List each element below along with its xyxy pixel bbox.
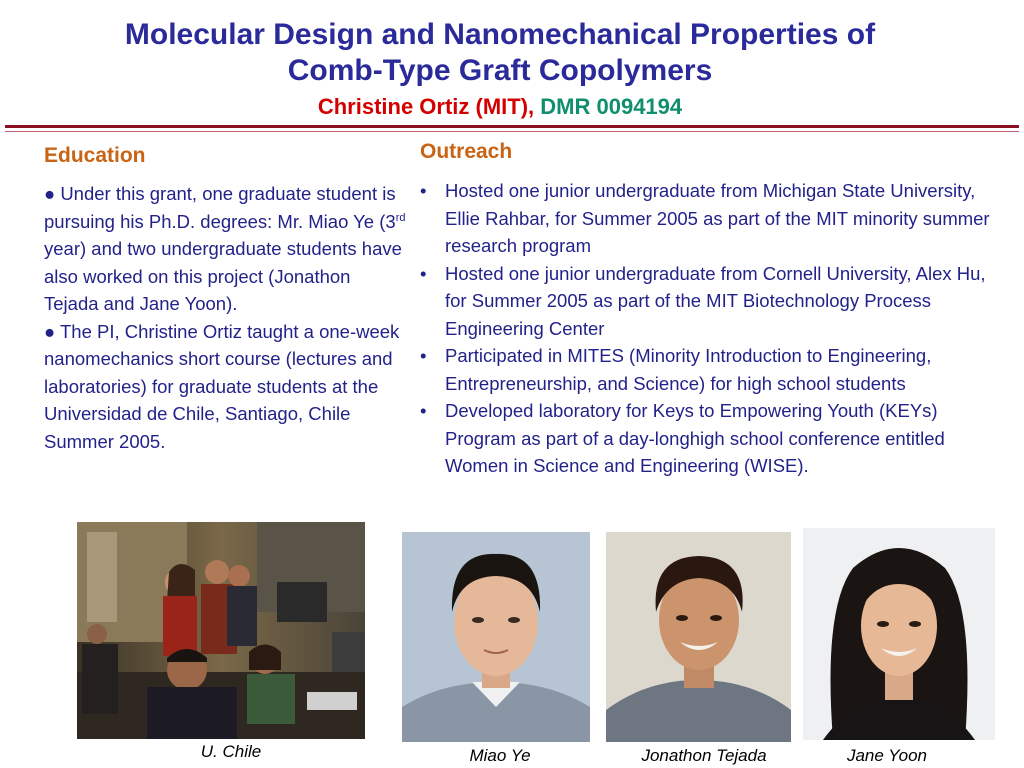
chile-photo-caption: U. Chile: [200, 742, 262, 761]
ordinal-suffix: rd: [395, 211, 406, 224]
miao-ye-photo: [402, 532, 590, 742]
education-heading: Education: [44, 144, 146, 167]
subtitle: [0, 94, 1000, 120]
outreach-item-text: Developed laboratory for Keys to Empowering Youth (KEYs) Program as part of a day-longhigh school conference entitled Women in Science and Engineering (WISE).: [445, 400, 945, 476]
education-paragraph-1-start: ● Under this grant, one graduate student is pursuing his Ph.D. degrees: Mr. Miao Ye (3: [44, 183, 396, 232]
title-divider-thin: [5, 131, 1019, 132]
education-text: [44, 180, 406, 455]
outreach-list: [420, 177, 1010, 480]
bullet: •: [420, 400, 427, 421]
bullet: •: [420, 262, 427, 284]
jonathon-tejada-photo: [606, 532, 791, 742]
bullet: •: [420, 345, 427, 366]
outreach-item: [420, 397, 1010, 480]
title-line-2: Comb-Type Graft Copolymers: [287, 54, 713, 87]
outreach-item-text: Participated in MITES (Minority Introduction to Engineering, Entrepreneurship, and Science) for high school students: [445, 345, 932, 394]
jane-yoon-caption: Jane Yoon: [846, 746, 928, 765]
chile-class-photo: [77, 522, 365, 739]
outreach-item: [420, 260, 1010, 343]
outreach-item: [420, 342, 1010, 397]
author-name: Christine Ortiz (MIT),: [317, 94, 535, 119]
title-line-1: Molecular Design and Nanomechanical Properties of: [124, 18, 876, 51]
education-paragraph-1-end: year) and two undergraduate students have also worked on this project (Jonathon Tejada and Jane Yoon).: [44, 238, 402, 314]
outreach-item: [420, 177, 1010, 260]
outreach-heading: Outreach: [420, 140, 513, 163]
jane-yoon-photo: [803, 528, 995, 740]
bullet: •: [420, 180, 427, 201]
miao-ye-caption: Miao Ye: [469, 746, 531, 765]
jonathon-tejada-caption: Jonathon Tejada: [641, 746, 767, 765]
outreach-item-text: Hosted one junior undergraduate from Michigan State University, Ellie Rahbar, for Summer 2005 as part of the MIT minority summer research program: [445, 180, 990, 256]
outreach-item-text: Hosted one junior undergraduate from Cornell University, Alex Hu, for Summer 2005 as part of the MIT Biotechnology Process Engineering Center: [445, 262, 986, 339]
title-divider: [5, 125, 1019, 128]
grant-number: DMR 0094194: [540, 94, 683, 119]
education-paragraph-2: ● The PI, Christine Ortiz taught a one-week nanomechanics short course (lectures and laboratories) for graduate students at the Universidad de Chile, Santiago, Chile Summer 2005.: [44, 320, 400, 452]
